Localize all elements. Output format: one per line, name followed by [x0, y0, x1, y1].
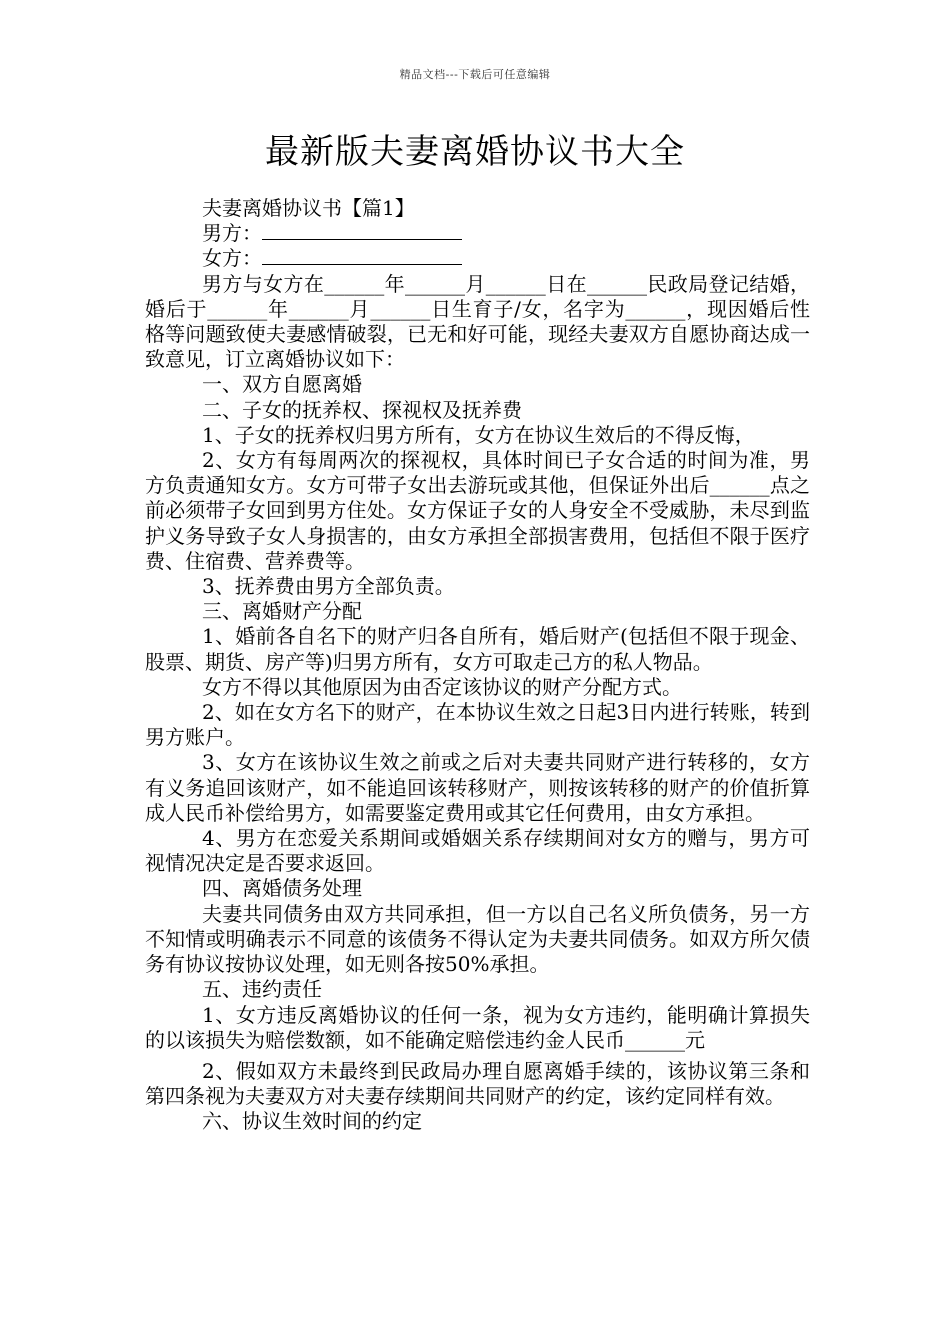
clause-2-2: 2、女方有每周两次的探视权，具体时间已子女合适的时间为准，男方负责通知女方。女方可带子女出去游玩或其他，但保证外出后______点之前必须带子女回到男方住处。女方保证子女的人身安全不受威胁，未尽到监护义务导致子女人身损害的，由女方承担全部损害费用，包括但不限于医疗费、住宿费、营养费等。 — [145, 448, 810, 573]
section-heading-6: 六、协议生效时间的约定 — [202, 1109, 422, 1134]
section-heading-2: 二、子女的抚养权、探视权及抚养费 — [202, 397, 522, 422]
clause-4-text: 夫妻共同债务由双方共同承担，但一方以自己名义所负债务，另一方不知情或明确表示不同意的该债务不得认定为夫妻共同债务。如双方所欠债务有协议按协议处理，如无则各按50%承担。 — [145, 901, 810, 977]
female-field — [145, 246, 810, 271]
clause-3-4: 4、男方在恋爱关系期间或婚姻关系存续期间对女方的赠与，男方可视情况决定是否要求返回。 — [145, 826, 810, 876]
document-body — [145, 196, 810, 1135]
clause-3-1: 1、婚前各自名下的财产归各自所有，婚后财产(包括但不限于现金、股票、期货、房产等)归男方所有，女方可取走己方的私人物品。 — [145, 624, 810, 674]
section-heading-3: 三、离婚财产分配 — [202, 599, 362, 624]
clause-3-2: 2、如在女方名下的财产，在本协议生效之日起3日内进行转账，转到男方账户。 — [145, 700, 810, 750]
section-heading-4: 四、离婚债务处理 — [202, 876, 362, 901]
clause-2-1: 1、子女的抚养权归男方所有，女方在协议生效后的不得反悔， — [202, 422, 755, 447]
clause-2-3: 3、抚养费由男方全部负责。 — [202, 574, 455, 599]
male-blank-line — [262, 221, 462, 240]
subtitle: 夫妻离婚协议书【篇1】 — [202, 196, 415, 220]
male-field — [145, 221, 810, 246]
female-label: 女方： — [202, 246, 262, 271]
document-title: 最新版夫妻离婚协议书大全 — [265, 132, 685, 172]
section-heading-1: 一、双方自愿离婚 — [202, 372, 362, 397]
clause-3-note: 女方不得以其他原因为由否定该协议的财产分配方式。 — [202, 674, 682, 699]
clause-5-2: 2、假如双方未最终到民政局办理自愿离婚手续的，该协议第三条和第四条视为夫妻双方对夫妻存续期间共同财产的约定，该约定同样有效。 — [145, 1058, 810, 1109]
clause-3-3: 3、女方在该协议生效之前或之后对夫妻共同财产进行转移的，女方有义务追回该财产，如不能追回该转移财产，则按该转移的财产的价值折算成人民币补偿给男方，如需要鉴定费用或其它任何费用，由女方承担。 — [145, 750, 810, 825]
male-label: 男方： — [202, 221, 262, 246]
clause-5-1: 1、女方违反离婚协议的任何一条，视为女方违约，能明确计算损失的以该损失为赔偿数额，如不能确定赔偿违约金人民币______元 — [145, 1002, 810, 1052]
section-heading-5: 五、违约责任 — [202, 977, 322, 1002]
header-note: 精品文档---下载后可任意编辑 — [399, 68, 551, 81]
paragraph-intro: 男方与女方在______年______月______日在______民政局登记结婚，婚后于______年______月______日生育子/女，名字为______，现因婚后性格等问题致使夫妻感情破裂，已无和好可能，现经夫妻双方自愿协商达成一致意见，订立离婚协议如下： — [145, 271, 810, 372]
female-blank-line — [262, 246, 462, 265]
